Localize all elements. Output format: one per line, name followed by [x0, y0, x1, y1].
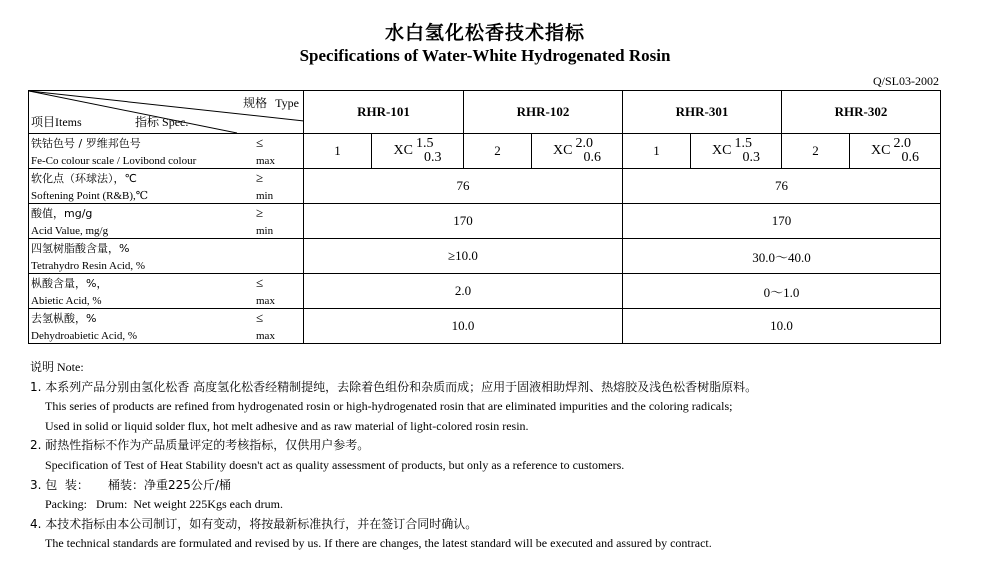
limit-symbol: ≥: [256, 205, 264, 220]
table-header-row: [29, 91, 941, 134]
page-title-chinese: 水白氢化松香技术指标: [384, 22, 585, 44]
note-4-cn: 4. 本技术指标由本公司制订，如有变动，将按最新标准执行，并在签订合同时确认。: [30, 516, 478, 531]
page-title-english: Specifications of Water-White Hydrogenated Rosin: [299, 46, 671, 65]
header-diagonal-cell: [29, 91, 304, 134]
value-group-2: 30.0～40.0: [623, 239, 941, 274]
limit-symbol: ≥: [256, 170, 264, 185]
table-row-abietic-acid: [29, 274, 941, 309]
table-row-colour: [29, 134, 941, 169]
limit-label: max: [256, 155, 275, 167]
property-name-en: Acid Value, mg/g: [31, 225, 109, 237]
note-1-en-line-2: Used in solid or liquid solder flux, hot melt adhesive and as raw material of light-colored rosin resin.: [45, 418, 529, 433]
note-2-cn: 2. 耐热性指标不作为产品质量评定的考核指标，仅供用户参考。: [30, 438, 370, 453]
table-row-tetrahydro-resin-acid: [29, 239, 941, 274]
note-4-en: The technical standards are formulated and revised by us. If there are changes, the latest standard will be executed and assured by contract.: [45, 536, 712, 551]
property-name-en: Fe-Co colour scale / Lovibond colour: [31, 155, 197, 167]
property-name-cn: 枞酸含量，%，: [31, 277, 108, 290]
property-name-en: Abietic Acid, %: [31, 295, 102, 307]
fe-co-value: 1: [623, 134, 691, 169]
fe-co-value: 2: [464, 134, 532, 169]
property-cell: [29, 239, 304, 274]
value-group-2: 76: [623, 169, 941, 204]
limit-symbol: ≤: [256, 275, 264, 290]
property-name-en: Dehydroabietic Acid, %: [31, 330, 137, 342]
property-cell: [29, 169, 304, 204]
lovibond-value: XC 1.5 0.3: [372, 134, 464, 169]
value-group-2: 10.0: [623, 309, 941, 344]
table-row-acid-value: [29, 204, 941, 239]
lovibond-value: XC 2.0 0.6: [532, 134, 623, 169]
note-1-cn: 1. 本系列产品分别由氢化松香 高度氢化松香经精制提纯，去除着色组份和杂质而成；应用于固液相助焊剂、热熔胶及浅色松香树脂原料。: [30, 379, 758, 394]
property-name-cn: 去氢枞酸，%: [31, 312, 97, 325]
fe-co-value: 2: [782, 134, 850, 169]
property-name-en: Softening Point (R&B),℃: [31, 190, 149, 202]
property-name-cn: 软化点（环球法），℃: [31, 172, 137, 185]
header-items-label: 项目Items: [31, 115, 82, 129]
limit-label: max: [256, 330, 275, 342]
note-1-en-line-1: This series of products are refined from hydrogenated rosin or high-hydrogenated rosin that are eliminated impurities and the coloring radicals;: [45, 399, 733, 414]
limit-symbol: ≤: [256, 135, 264, 150]
limit-symbol: ≤: [256, 310, 264, 325]
spec-table: [28, 90, 941, 344]
note-3-en: Packing: Drum: Net weight 225Kgs each drum.: [45, 497, 283, 512]
lovibond-value: XC 2.0 0.6: [850, 134, 941, 169]
property-name-en: Tetrahydro Resin Acid, %: [31, 260, 146, 272]
lovibond-value: XC 1.5 0.3: [691, 134, 782, 169]
value-group-1: 170: [304, 204, 623, 239]
note-3-cn: 3. 包 装： 桶装：净重225公斤/桶: [30, 477, 231, 492]
header-type-label: 规格 Type: [243, 96, 299, 110]
table-row-dehydroabietic-acid: [29, 309, 941, 344]
notes-section: [30, 358, 970, 554]
product-rhr-101: RHR-101: [304, 91, 464, 134]
property-name-cn: 四氢树脂酸含量，%: [31, 242, 130, 255]
product-rhr-102: RHR-102: [464, 91, 623, 134]
standard-code: Q/SL03-2002: [873, 74, 939, 88]
value-group-1: 76: [304, 169, 623, 204]
value-group-1: 2.0: [304, 274, 623, 309]
note-2-en: Specification of Test of Heat Stability doesn't act as quality assessment of products, but only as a reference to customers.: [45, 457, 625, 472]
header-spec-label: 指标 Spec.: [135, 115, 189, 129]
table-row-softening-point: [29, 169, 941, 204]
property-name-cn: 酸值，mg/g: [31, 207, 93, 220]
value-group-1: ≥10.0: [304, 239, 623, 274]
product-rhr-302: RHR-302: [782, 91, 941, 134]
property-cell: [29, 134, 304, 169]
property-name-cn: 铁钴色号 / 罗维邦色号: [31, 137, 141, 150]
limit-label: max: [256, 295, 275, 307]
fe-co-value: 1: [304, 134, 372, 169]
value-group-2: 0～1.0: [623, 274, 941, 309]
product-rhr-301: RHR-301: [623, 91, 782, 134]
limit-label: min: [256, 190, 274, 202]
value-group-2: 170: [623, 204, 941, 239]
property-cell: [29, 309, 304, 344]
property-cell: [29, 204, 304, 239]
property-cell: [29, 274, 304, 309]
limit-label: min: [256, 225, 274, 237]
value-group-1: 10.0: [304, 309, 623, 344]
notes-heading: 说明 Note:: [30, 360, 84, 374]
